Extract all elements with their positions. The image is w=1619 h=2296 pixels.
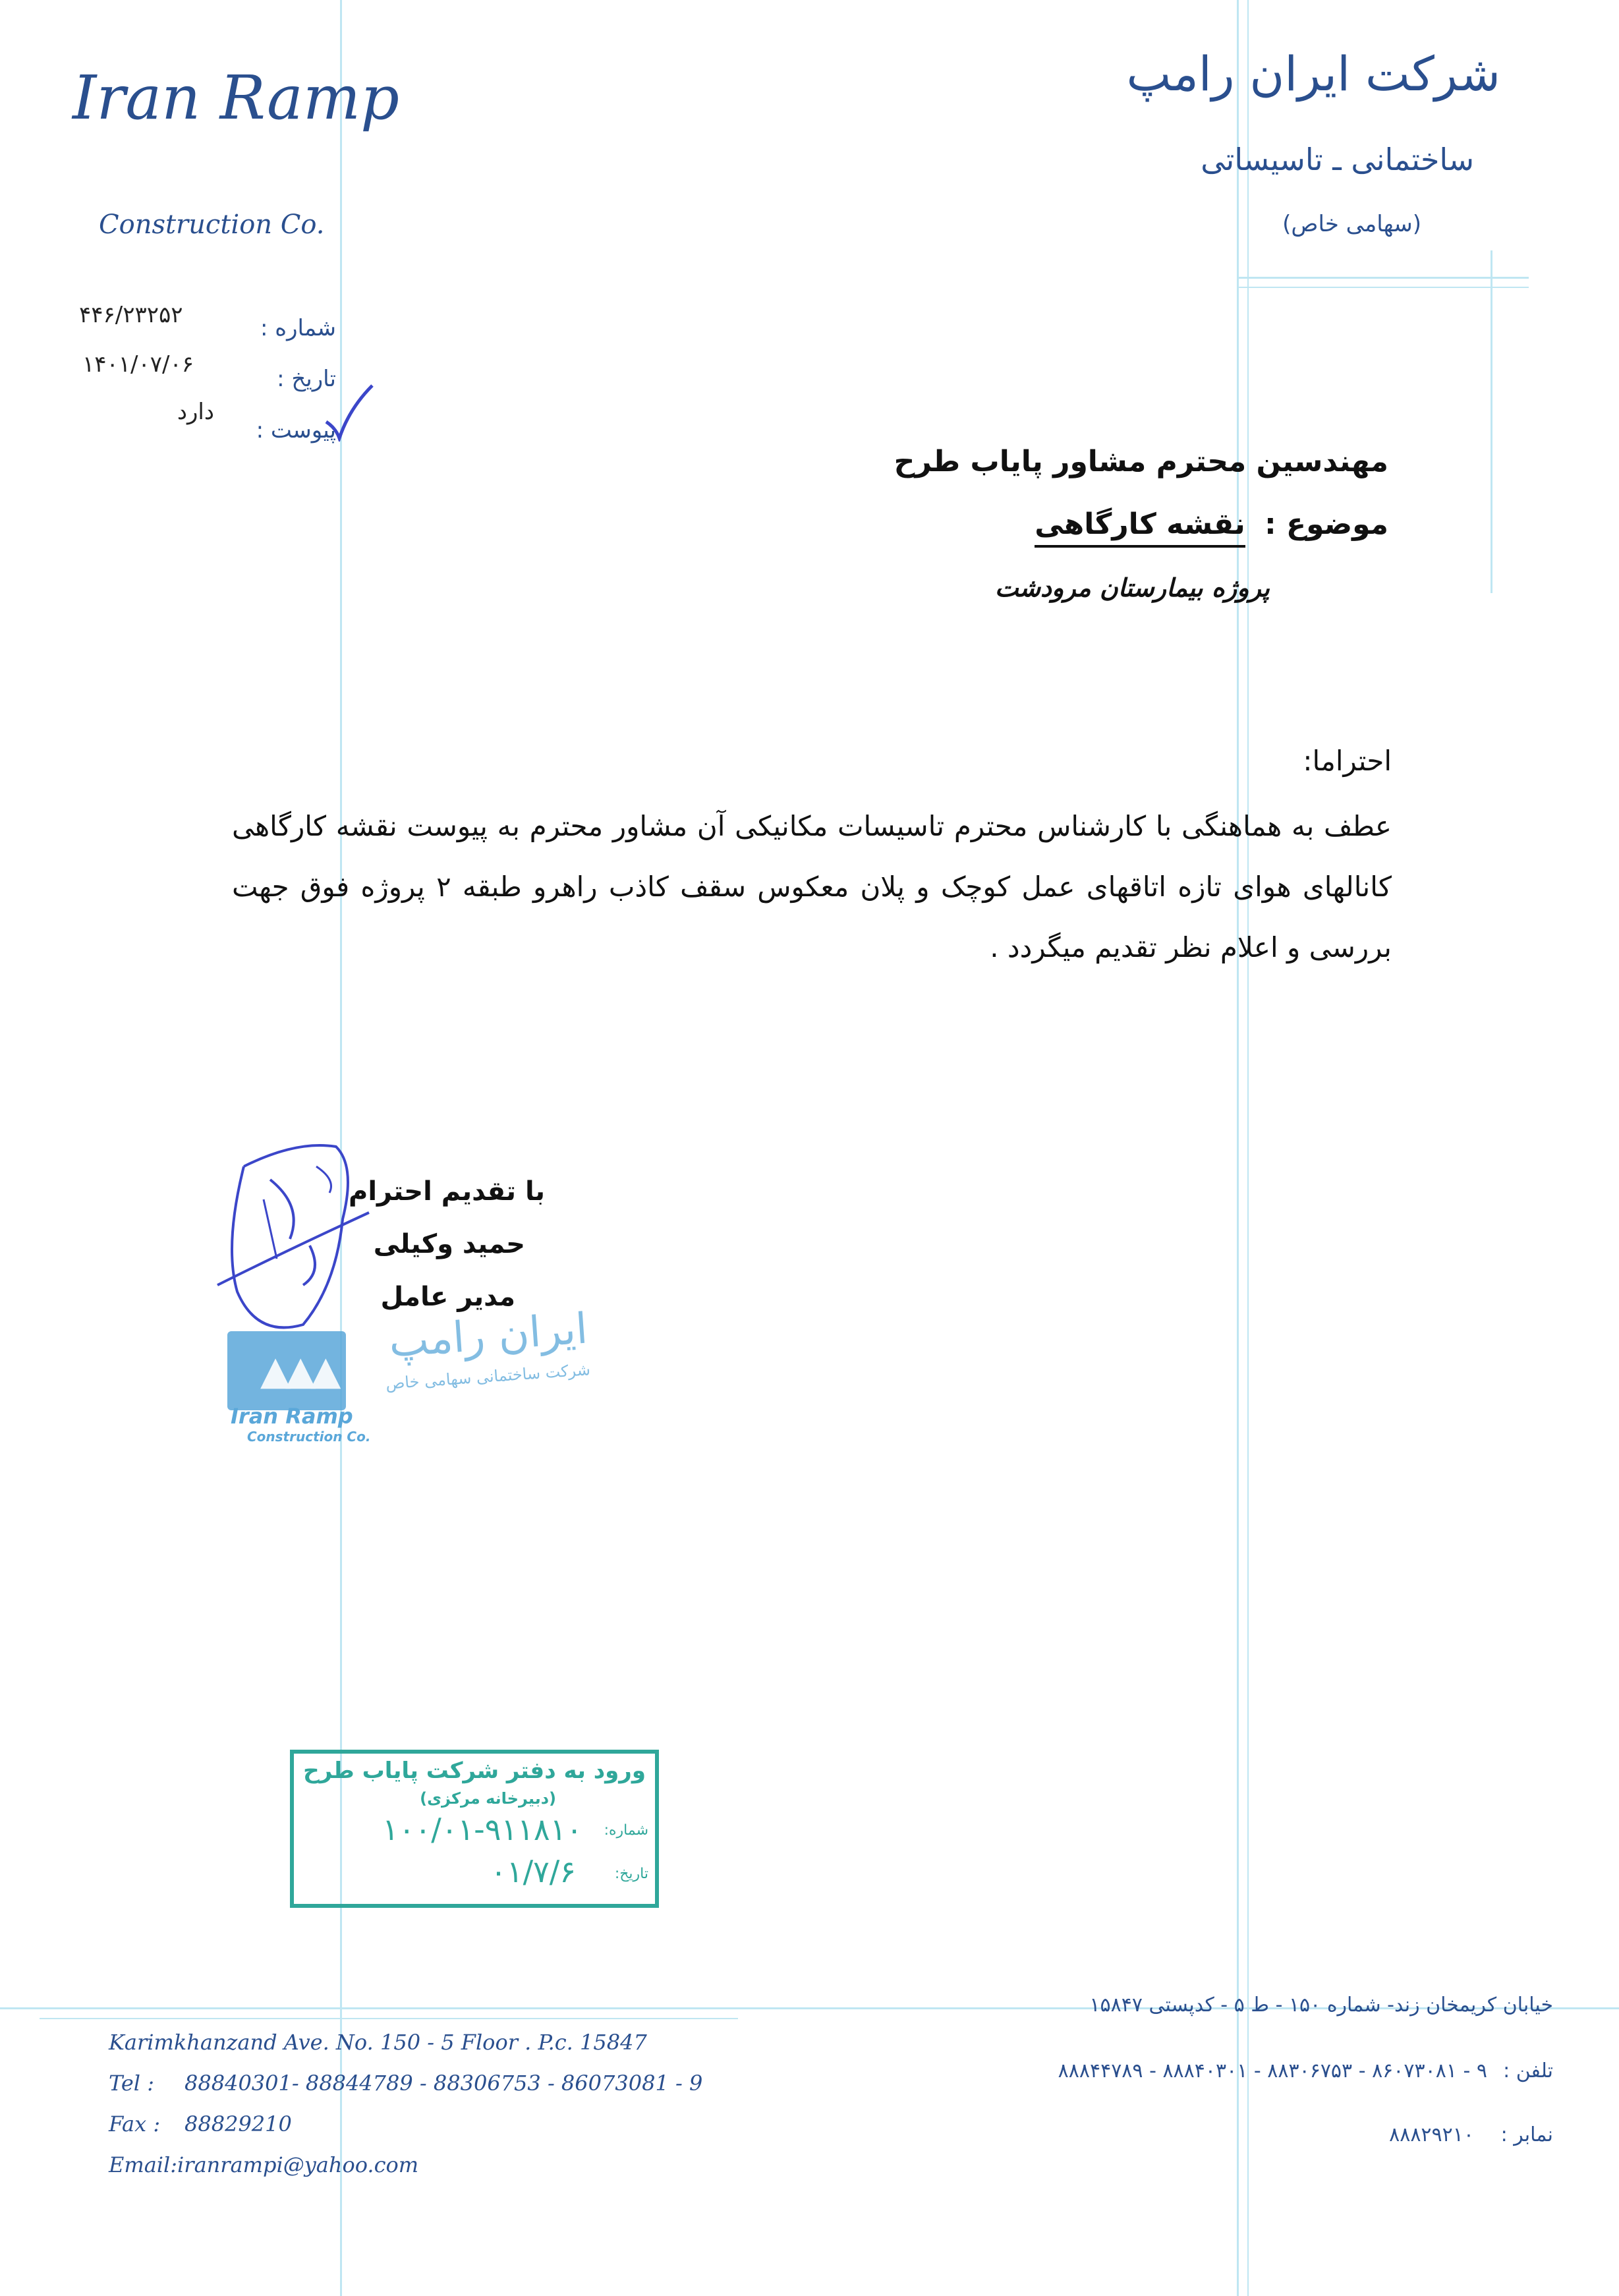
closing-line-1: با تقدیم احترام <box>349 1176 545 1207</box>
seal-fa-2: شرکت ساختمانی سهامی خاص <box>385 1360 591 1393</box>
footer-tel-fa: ۹ - ۸۶۰۷۳۰۸۱ - ۸۸۳۰۶۷۵۳ - ۸۸۸۴۰۳۰۱ - ۸۸۸۴۴۷۸۹ <box>1058 2059 1487 2082</box>
footer-address-fa: خیابان کریمخان زند- شماره ۱۵۰ - ط ۵ - کدپستی ۱۵۸۴۷ <box>1089 1994 1553 2017</box>
footer-fax-fa: ۸۸۸۲۹۲۱۰ <box>1389 2123 1474 2146</box>
number-value: ۴۴۶/۲۳۲۵۲ <box>79 302 183 328</box>
receipt-number-label: شماره: <box>604 1822 648 1839</box>
footer-tel-label-en: Tel : <box>109 2071 154 2096</box>
frame-line-far-right <box>1491 250 1492 593</box>
company-type: (سهامی خاص) <box>1282 211 1421 237</box>
footer-tel-label-fa: تلفن : <box>1503 2059 1553 2082</box>
footer-email-en: Email:iranrampi@yahoo.com <box>109 2152 419 2177</box>
attachment-value: دارد <box>177 399 214 425</box>
receipt-date-value: ۰۱/۷/۶ <box>490 1854 576 1889</box>
company-logo-en-sub: Construction Co. <box>99 210 325 240</box>
footer-tel-en: 88840301- 88844789 - 88306753 - 86073081 - 9 <box>185 2071 703 2096</box>
attachment-label: پیوست : <box>256 417 336 444</box>
addressee: مهندسین محترم مشاور پایاب طرح <box>894 445 1388 478</box>
footer-fax-label-fa: نمابر : <box>1500 2123 1553 2146</box>
signature <box>204 1127 389 1351</box>
footer-fax-label-en: Fax : <box>109 2111 161 2137</box>
subject-value: نقشه کارگاهی <box>1035 507 1245 548</box>
footer-fax-en: 88829210 <box>185 2111 292 2137</box>
seal-mark-icon: ▲▲▲ <box>260 1348 336 1394</box>
receipt-date-label: تاریخ: <box>614 1866 648 1882</box>
company-logo-en: Iran Ramp <box>72 63 400 133</box>
checkmark-icon <box>323 382 376 442</box>
receipt-stamp-title: ورود به دفتر شرکت پایاب طرح <box>303 1758 646 1784</box>
letter-body: عطف به هماهنگی با کارشناس محترم تاسیسات مکانیکی آن مشاور محترم به پیوست نقشه کارگاهی کانالهای هوای تازه اتاقهای عمل کوچک و پلان معکوس سقف کاذب راهرو طبقه ۲ پروژه فوق جهت بررسی و اعلام نظر تقدیم میگردد . <box>232 810 1392 963</box>
receipt-stamp-subtitle: (دبیرخانه مرکزی) <box>420 1789 556 1808</box>
frame-line-top-right-2 <box>1239 287 1529 288</box>
company-logo-fa: شرکت ایران رامپ <box>1126 46 1500 101</box>
seal-fa-1: ایران رامپ <box>387 1304 590 1367</box>
signer-name: حمید وکیلی <box>373 1229 525 1259</box>
greeting: احتراما: <box>1303 745 1392 777</box>
frame-line-right <box>1237 0 1239 2296</box>
seal-en-2: Construction Co. <box>247 1429 371 1445</box>
company-logo-fa-sub: ساختمانی ـ تاسیساتی <box>1201 142 1474 177</box>
subject-line <box>1035 507 1388 541</box>
seal-en-1: Iran Ramp <box>231 1404 353 1429</box>
subject-label: موضوع : <box>1264 507 1388 541</box>
project-name: پروژه بیمارستان مرودشت <box>994 573 1270 602</box>
date-label: تاریخ : <box>277 366 336 392</box>
frame-line-footer-2 <box>40 2018 738 2019</box>
receipt-stamp <box>290 1750 659 1908</box>
number-label: شماره : <box>260 315 336 341</box>
receipt-number-value: ۱۰۰/۰۱-۹۱۱۸۱۰ <box>382 1812 582 1847</box>
date-value: ۱۴۰۱/۰۷/۰۶ <box>82 351 194 378</box>
footer-address-en: Karimkhanzand Ave. No. 150 - 5 Floor . P.c. 15847 <box>109 2030 647 2055</box>
signer-title: مدیر عامل <box>380 1282 515 1312</box>
frame-line-right-2 <box>1247 0 1249 2296</box>
frame-line-top-right <box>1239 277 1529 279</box>
